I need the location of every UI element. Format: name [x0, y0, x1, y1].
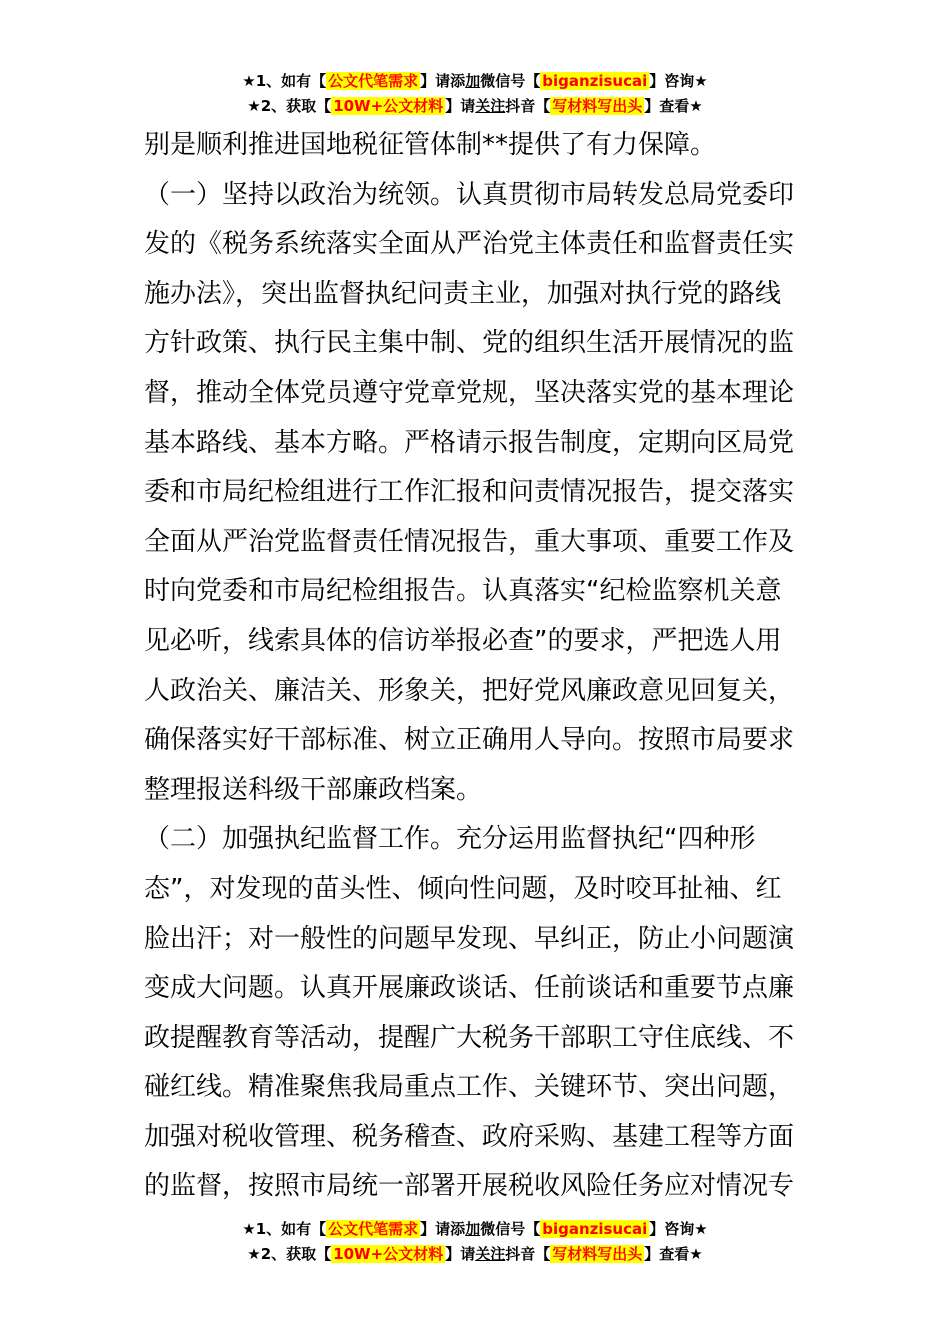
banner-highlight: biganzisucai: [542, 72, 648, 90]
banner-highlight: 10W+公文材料: [333, 1245, 444, 1263]
body-line: 整理报送科级干部廉政档案。: [144, 774, 483, 805]
banner-text: 】咨询★: [649, 72, 708, 90]
body-line: 见必听，线索具体的信访举报必查”的要求，严把选人用: [144, 625, 782, 656]
banner-text: 微信号【: [480, 72, 541, 90]
body-line: 方针政策、执行民主集中制、党的组织生活开展情况的监: [144, 328, 795, 359]
bottom-banner: [0, 1217, 950, 1267]
banner-line-1: [0, 1217, 950, 1242]
banner-highlight: 写材料写出头: [552, 1245, 643, 1263]
banner-highlight: 10W+公文材料: [333, 97, 444, 115]
banner-text: 】请: [445, 97, 476, 115]
body-line: 脸出汗；对一般性的问题早发现、早纠正，防止小问题演: [144, 923, 795, 954]
body-line: （一）坚持以政治为统领。认真贯彻市局转发总局党委印: [144, 179, 795, 210]
body-line: 人政治关、廉洁关、形象关，把好党风廉政意见回复关，: [144, 675, 795, 706]
banner-line-2: [0, 94, 950, 119]
body-line: 发的《税务系统落实全面从严治党主体责任和监督责任实: [144, 229, 795, 260]
top-banner: [0, 69, 950, 119]
banner-text: ★2、获取【: [247, 1245, 332, 1263]
banner-highlight: 公文代笔需求: [328, 1220, 419, 1238]
body-line: 确保落实好干部标准、树立正确用人导向。按照市局要求: [144, 725, 795, 756]
body-line: 的监督，按照市局统一部署开展税收风险任务应对情况专: [144, 1171, 795, 1202]
banner-text: 】查看★: [644, 97, 703, 115]
body-line: （二）加强执纪监督工作。充分运用监督执纪“四种形: [144, 824, 756, 855]
banner-text: ★1、如有【: [242, 72, 327, 90]
body-line: 政提醒教育等活动，提醒广大税务干部职工守住底线、不: [144, 1022, 795, 1053]
body-line: 委和市局纪检组进行工作汇报和问责情况报告，提交落实: [144, 477, 795, 508]
body-line: 施办法》，突出监督执纪问责主业，加强对执行党的路线: [144, 278, 782, 309]
banner-text: ★2、获取【: [247, 97, 332, 115]
banner-text: 】查看★: [644, 1245, 703, 1263]
body-line: 态”，对发现的苗头性、倾向性问题，及时咬耳扯袖、红: [144, 873, 782, 904]
banner-underline: 关注: [475, 97, 506, 115]
body-line: 基本路线、基本方略。严格请示报告制度，定期向区局党: [144, 427, 795, 458]
banner-text: 】请添: [420, 72, 466, 90]
banner-text: 】咨询★: [649, 1220, 708, 1238]
body-line: 别是顺利推进国地税征管体制**提供了有力保障。: [144, 130, 717, 160]
body-line: 督，推动全体党员遵守党章党规，坚决落实党的基本理论: [144, 377, 795, 408]
body-line: 变成大问题。认真开展廉政谈话、任前谈话和重要节点廉: [144, 973, 795, 1004]
banner-highlight: 公文代笔需求: [328, 72, 419, 90]
banner-text: 抖音【: [505, 1245, 551, 1263]
banner-text: 】请: [445, 1245, 476, 1263]
body-line: 全面从严治党监督责任情况报告，重大事项、重要工作及: [144, 526, 795, 557]
body-line: 碰红线。精准聚焦我局重点工作、关键环节、突出问题，: [144, 1072, 795, 1103]
banner-underline: 加: [465, 1220, 481, 1238]
banner-highlight: biganzisucai: [542, 1220, 648, 1238]
banner-text: 】请添: [420, 1220, 466, 1238]
banner-text: ★1、如有【: [242, 1220, 327, 1238]
banner-underline: 加: [465, 72, 481, 90]
body-line: 时向党委和市局纪检组报告。认真落实“纪检监察机关意: [144, 576, 782, 607]
banner-text: 抖音【: [505, 97, 551, 115]
body-line: 加强对税收管理、税务稽查、政府采购、基建工程等方面: [144, 1121, 795, 1152]
banner-highlight: 写材料写出头: [552, 97, 643, 115]
document-body: [144, 121, 812, 1212]
banner-underline: 关注: [475, 1245, 506, 1263]
banner-line-1: [0, 69, 950, 94]
banner-line-2: [0, 1242, 950, 1267]
banner-text: 微信号【: [480, 1220, 541, 1238]
